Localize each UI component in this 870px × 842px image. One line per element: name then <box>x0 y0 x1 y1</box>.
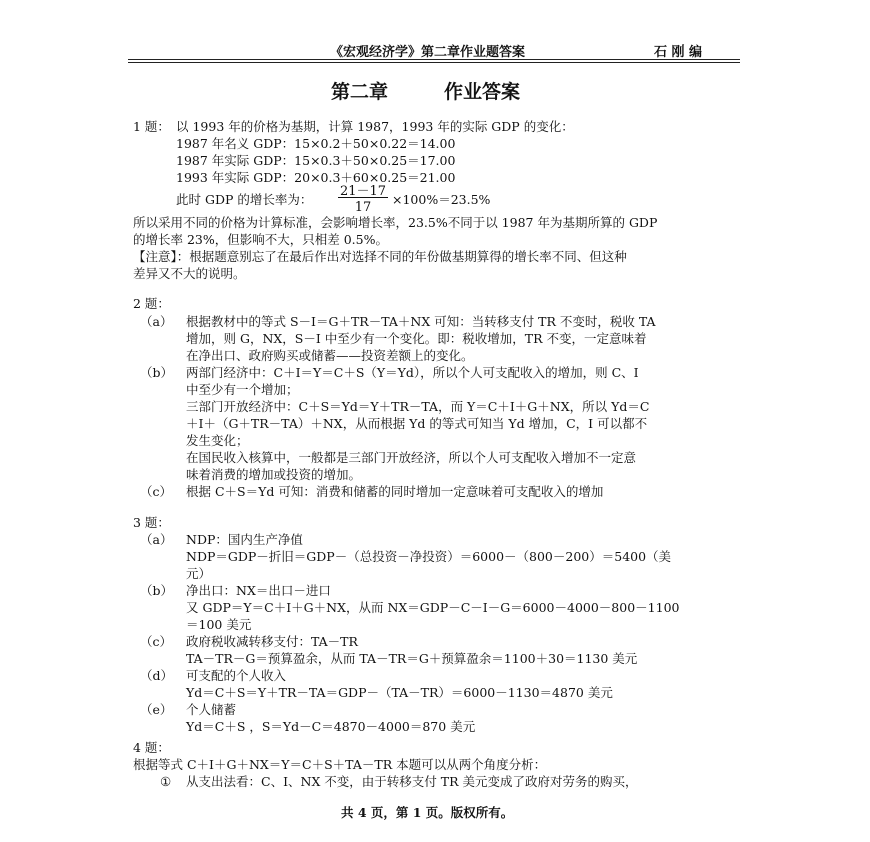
q3-b-line: ＝100 美元 <box>186 617 252 632</box>
fraction-bar <box>338 197 388 198</box>
header-book-title: 《宏观经济学》第二章作业题答案 <box>330 45 526 60</box>
q1-line: 1993 年实际 GDP：20×0.3＋60×0.25＝21.00 <box>176 170 456 185</box>
q3-item-mark: （b） <box>140 583 174 598</box>
q3-label: 3 题： <box>133 515 170 530</box>
page-footer: 共 4 页，第 1 页。版权所有。 <box>341 805 514 820</box>
q1-conclusion: 的增长率 23%，但影响不大，只相差 0.5%。 <box>133 232 388 247</box>
q3-c-line: 政府税收减转移支付：TA－TR <box>186 634 358 649</box>
q3-b-line: 净出口：NX＝出口－进口 <box>186 583 331 598</box>
q3-d-line: 可支配的个人收入 <box>186 668 287 683</box>
q3-e-line: Yd＝C＋S ，S＝Yd－C＝4870－4000＝870 美元 <box>186 719 476 734</box>
q4-label: 4 题： <box>133 740 170 755</box>
header-author: 石 刚 编 <box>654 45 703 60</box>
fraction-denominator: 17 <box>354 200 372 215</box>
q2-b-line: 三部门开放经济中：C＋S＝Yd＝Y＋TR－TA，而 Y＝C＋I＋G＋NX，所以 Yd＝C <box>186 399 650 414</box>
q1-intro: 以 1993 年的价格为基期，计算 1987，1993 年的实际 GDP 的变化： <box>176 119 574 134</box>
q3-item-mark: （d） <box>140 668 174 683</box>
q2-a-line: 根据教材中的等式 S－I＝G＋TR－TA＋NX 可知：当转移支付 TR 不变时，税收 TA <box>186 314 656 329</box>
q3-a-line: 元） <box>186 566 212 581</box>
q2-b-line: 两部门经济中：C＋I＝Y＝C＋S（Y＝Yd），所以个人可支配收入的增加，则 C、I <box>186 365 639 380</box>
q1-growth-prefix: 此时 GDP 的增长率为： <box>176 192 313 207</box>
q1-growth-fraction <box>338 180 388 218</box>
q2-b-line: 中至少有一个增加； <box>186 382 299 397</box>
q4-intro: 根据等式 C＋I＋G＋NX＝Y＝C＋S＋TA－TR 本题可以从两个角度分析： <box>133 757 547 772</box>
q3-c-line: TA－TR－G＝预算盈余，从而 TA－TR＝G＋预算盈余＝1100＋30＝1130 美元 <box>186 651 638 666</box>
q1-note: 差异又不大的说明。 <box>133 266 246 281</box>
q2-label: 2 题： <box>133 296 170 311</box>
q1-conclusion: 所以采用不同的价格为计算标准，会影响增长率，23.5%不同于以 1987 年为基期所算的 GDP <box>133 215 658 230</box>
q1-label: 1 题： <box>133 119 170 134</box>
q2-a-line: 增加，则 G，NX，S－I 中至少有一个变化。即：税收增加，TR 不变，一定意味着 <box>186 331 647 346</box>
q3-a-line: NDP：国内生产净值 <box>186 532 303 547</box>
q3-b-line: 又 GDP＝Y＝C＋I＋G＋NX，从而 NX＝GDP－C－I－G＝6000－4000－800－1100 <box>186 600 680 615</box>
q2-item-mark: （a） <box>140 314 173 329</box>
header-rule-bottom <box>128 62 740 63</box>
q1-note: 【注意】：根据题意别忘了在最后作出对选择不同的年份做基期算得的增长率不同、但这种 <box>133 249 627 264</box>
q3-item-mark: （e） <box>140 702 173 717</box>
q3-a-line: NDP＝GDP－折旧＝GDP－（总投资－净投资）＝6000－（800－200）＝5400（美 <box>186 549 672 564</box>
q1-growth-suffix: ×100%＝23.5% <box>392 192 491 207</box>
q2-c-line: 根据 C＋S＝Yd 可知：消费和储蓄的同时增加一定意味着可支配收入的增加 <box>186 484 604 499</box>
chapter-title: 作业答案 <box>444 81 521 103</box>
q2-b-line: 在国民收入核算中，一般都是三部门开放经济，所以个人可支配收入增加不一定意 <box>186 450 637 465</box>
q3-item-mark: （c） <box>140 634 173 649</box>
q4-item-mark: ① <box>160 774 172 789</box>
q2-item-mark: （c） <box>140 484 173 499</box>
q3-d-line: Yd＝C＋S＝Y＋TR－TA＝GDP－（TA－TR）＝6000－1130＝4870 美元 <box>186 685 613 700</box>
q3-e-line: 个人储蓄 <box>186 702 237 717</box>
q2-item-mark: （b） <box>140 365 174 380</box>
chapter-number: 第二章 <box>331 81 389 103</box>
q1-line: 1987 年名义 GDP：15×0.2＋50×0.22＝14.00 <box>176 136 456 151</box>
q2-a-line: 在净出口、政府购买或储蓄——投资差额上的变化。 <box>186 348 474 363</box>
q2-b-line: 味着消费的增加或投资的增加。 <box>186 467 362 482</box>
q2-b-line: 发生变化； <box>186 433 249 448</box>
header-rule-top <box>128 59 740 60</box>
q4-item-text: 从支出法看：C、I、NX 不变，由于转移支付 TR 美元变成了政府对劳务的购买， <box>186 774 638 789</box>
q1-line: 1987 年实际 GDP：15×0.3＋50×0.25＝17.00 <box>176 153 456 168</box>
q2-b-line: ＋I＋（G＋TR－TA）＋NX，从而根据 Yd 的等式可知当 Yd 增加，C，I 可以都不 <box>186 416 648 431</box>
q3-item-mark: （a） <box>140 532 173 547</box>
fraction-numerator: 21－17 <box>339 184 387 199</box>
